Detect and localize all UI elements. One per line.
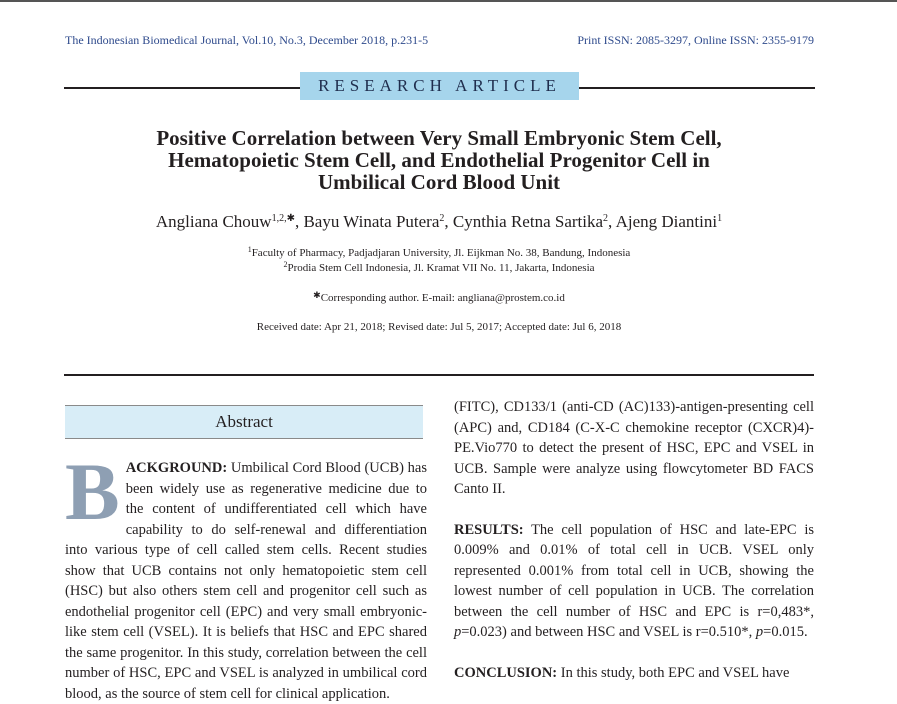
author-list: Angliana Chouw$^{1,2,✱}$, Bayu Winata Putera$^2$, Cynthia Retna Sartika$^2$, Ajeng Diantini$^1$ — [155, 212, 723, 231]
article-dates: Received date: Apr 21, 2018; Revised date: Jul 5, 2017; Accepted date: Jul 6, 2018 — [256, 321, 622, 333]
keyword-background: ACKGROUND: — [125, 460, 228, 476]
corresponding-star-icon: ✱ — [286, 213, 295, 224]
drop-cap: B — [65, 446, 120, 537]
abstract-right-column — [454, 397, 814, 683]
journal-citation: The Indonesian Biomedical Journal, Vol.10, No.3, December 2018, p.231-5 — [65, 33, 429, 47]
header-divider — [64, 374, 814, 376]
section-label: RESEARCH ARTICLE — [300, 72, 579, 100]
title-line: Positive Correlation between Very Small Embryonic Stem Cell, — [156, 126, 722, 150]
section-rule-right — [579, 87, 815, 89]
affiliation: $^1$Faculty of Pharmacy, Padjadjaran University, Jl. Eijkman No. 38, Bandung, Indonesia — [247, 245, 631, 259]
abstract-conclusion: CONCLUSION: In this study, both EPC and VSEL have — [454, 664, 790, 681]
corresponding-author: ✱Corresponding author. E-mail: angliana@prostem.co.id — [313, 290, 565, 304]
title-line: Hematopoietic Stem Cell, and Endothelial Progenitor Cell in — [168, 148, 710, 172]
author-affil-ref: 2 — [439, 213, 445, 224]
issn-info: Print ISSN: 2085-3297, Online ISSN: 2355-9179 — [577, 33, 814, 47]
author-affil-ref: 1 — [717, 213, 723, 224]
article-title — [64, 127, 814, 193]
author-affil-ref: 2 — [603, 213, 609, 224]
corresponding-star-icon: ✱ — [313, 290, 321, 300]
author-affil-ref: 1,2,✱ — [271, 213, 295, 224]
author-name: Bayu Winata Putera — [303, 212, 440, 231]
abstract-results: RESULTS: The cell population of HSC and late-EPC is 0.009% and 0.01% of total cell in UCB. VSEL only represented 0.001% from total cell in UCB, showing the lowest number of cell population in UCB. The correlation between the cell number of HSC and EPC is r=0,483*, p=0.023) and between HSC and VSEL is r=0.510*, p=0.015. — [454, 521, 814, 640]
keyword-results: RESULTS: — [454, 521, 524, 538]
affiliation: $^2$Prodia Stem Cell Indonesia, Jl. Kramat VII No. 11, Jakarta, Indonesia — [283, 260, 595, 274]
keyword-conclusion: CONCLUSION: — [454, 664, 558, 681]
abstract-heading: Abstract — [65, 405, 423, 439]
abstract-methods: (FITC), CD133/1 (anti-CD (AC)133)-antigen-presenting cell (APC) and, CD184 (C-X-C chemokine receptor (CXCR)4)-PE.Vio770 to detect the present of HSC, EPC and VSEL in UCB. Sample were analyze using flowcytometer BD FACS Canto II. — [454, 399, 814, 497]
abstract-background: BACKGROUND: Umbilical Cord Blood (UCB) has been widely use as regenerative medicine due to the content of undifferentiated cell which have capability to do self-renewal and differentiation into various type of cell called stem cells. Recent studies show that UCB contains not only hematopoietic stem cell (HSC) but also others stem cell and progenitor cell such as endothelial progenitor cell (EPC) and very small embryonic-like stem cell (VSEL). It is beliefs that HSC and EPC shared the same progenitor. In this study, correlation between the cell number of HSC, EPC and VSEL is analyzed in umbilical cord blood, as the source of stem cell for clinical application. — [65, 446, 427, 702]
top-border — [0, 0, 897, 2]
author-name: Cynthia Retna Sartika — [452, 212, 604, 231]
abstract-left-column — [65, 446, 427, 704]
author-name: Angliana Chouw — [155, 212, 272, 231]
section-rule-left — [64, 87, 300, 89]
title-line: Umbilical Cord Blood Unit — [317, 170, 561, 194]
author-name: Ajeng Diantini — [615, 212, 718, 231]
